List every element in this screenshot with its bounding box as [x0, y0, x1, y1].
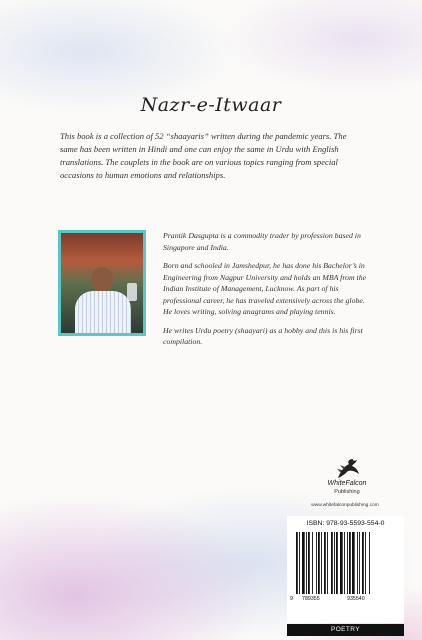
barcode-bar [347, 532, 348, 594]
barcode-bar [336, 532, 338, 594]
barcode-bar [349, 532, 351, 594]
barcode-bar [344, 532, 345, 594]
barcode-bar [306, 532, 307, 594]
barcode-digit-first: 9 [290, 596, 293, 602]
author-bio-para-3: He writes Urdu poetry (shaayari) as a hobby and this is his first compilation. [163, 325, 363, 346]
author-bio-para-2: Born and schooled in Jamshedpur, he has done his Bachelor’s in Engineering from Nagpur University and holds an MBA from the Indian Institute of Management, Lucknow. As part of his professional career, he has traveled extensively across the globe. He loves writing, solving anagrams and playing tennis. [163, 261, 367, 316]
barcode-bar [302, 532, 305, 594]
barcode-bar [369, 532, 370, 594]
barcode-digits-right: 935540 [347, 596, 365, 602]
barcode-bar [316, 532, 317, 594]
barcode-bar [327, 532, 328, 594]
publisher-subname: Publishing [334, 489, 360, 495]
author-bio [163, 230, 370, 355]
barcode-bar [359, 532, 360, 594]
barcode-bar [340, 532, 343, 594]
falcon-icon [335, 458, 361, 480]
barcode-bar [362, 532, 364, 594]
author-photo [58, 230, 146, 336]
wine-glass [127, 283, 137, 301]
barcode-bar [357, 532, 358, 594]
author-shirt [75, 291, 131, 336]
isbn-text: ISBN: 978-93-5593-554-0 [306, 520, 385, 527]
barcode-bar [299, 532, 300, 594]
barcode-bar [321, 532, 322, 594]
barcode-bar [352, 532, 355, 594]
category-label: POETRY [287, 624, 404, 636]
barcode-digits-left: 789355 [302, 596, 320, 602]
barcode-bar [334, 532, 335, 594]
publisher-logo [322, 458, 372, 506]
book-title: Nazr-e-Itwaar [140, 94, 282, 116]
author-bio-para-1: Prantik Dasgupta is a commodity trader by profession based in Singapore and India. [163, 231, 361, 252]
barcode-bar [365, 532, 366, 594]
barcode-bar [318, 532, 320, 594]
barcode-bar [324, 532, 326, 594]
barcode-bar [296, 532, 298, 594]
publisher-name: WhiteFalcon [327, 480, 367, 487]
book-blurb: This book is a collection of 52 “shaayaris” written during the pandemic years. The same has been written in Hindi and one can enjoy the same in Urdu with English translations. The couplets in the book are on various topics ranging from special occasions to human emotions and relationships. [60, 131, 347, 180]
barcode-panel [287, 516, 404, 623]
publisher-url: www.whitefalconpublishing.com [311, 503, 379, 508]
barcode-bar [308, 532, 310, 594]
author-head [91, 267, 113, 293]
barcode [295, 532, 397, 594]
barcode-bar [331, 532, 333, 594]
barcode-bar [312, 532, 313, 594]
